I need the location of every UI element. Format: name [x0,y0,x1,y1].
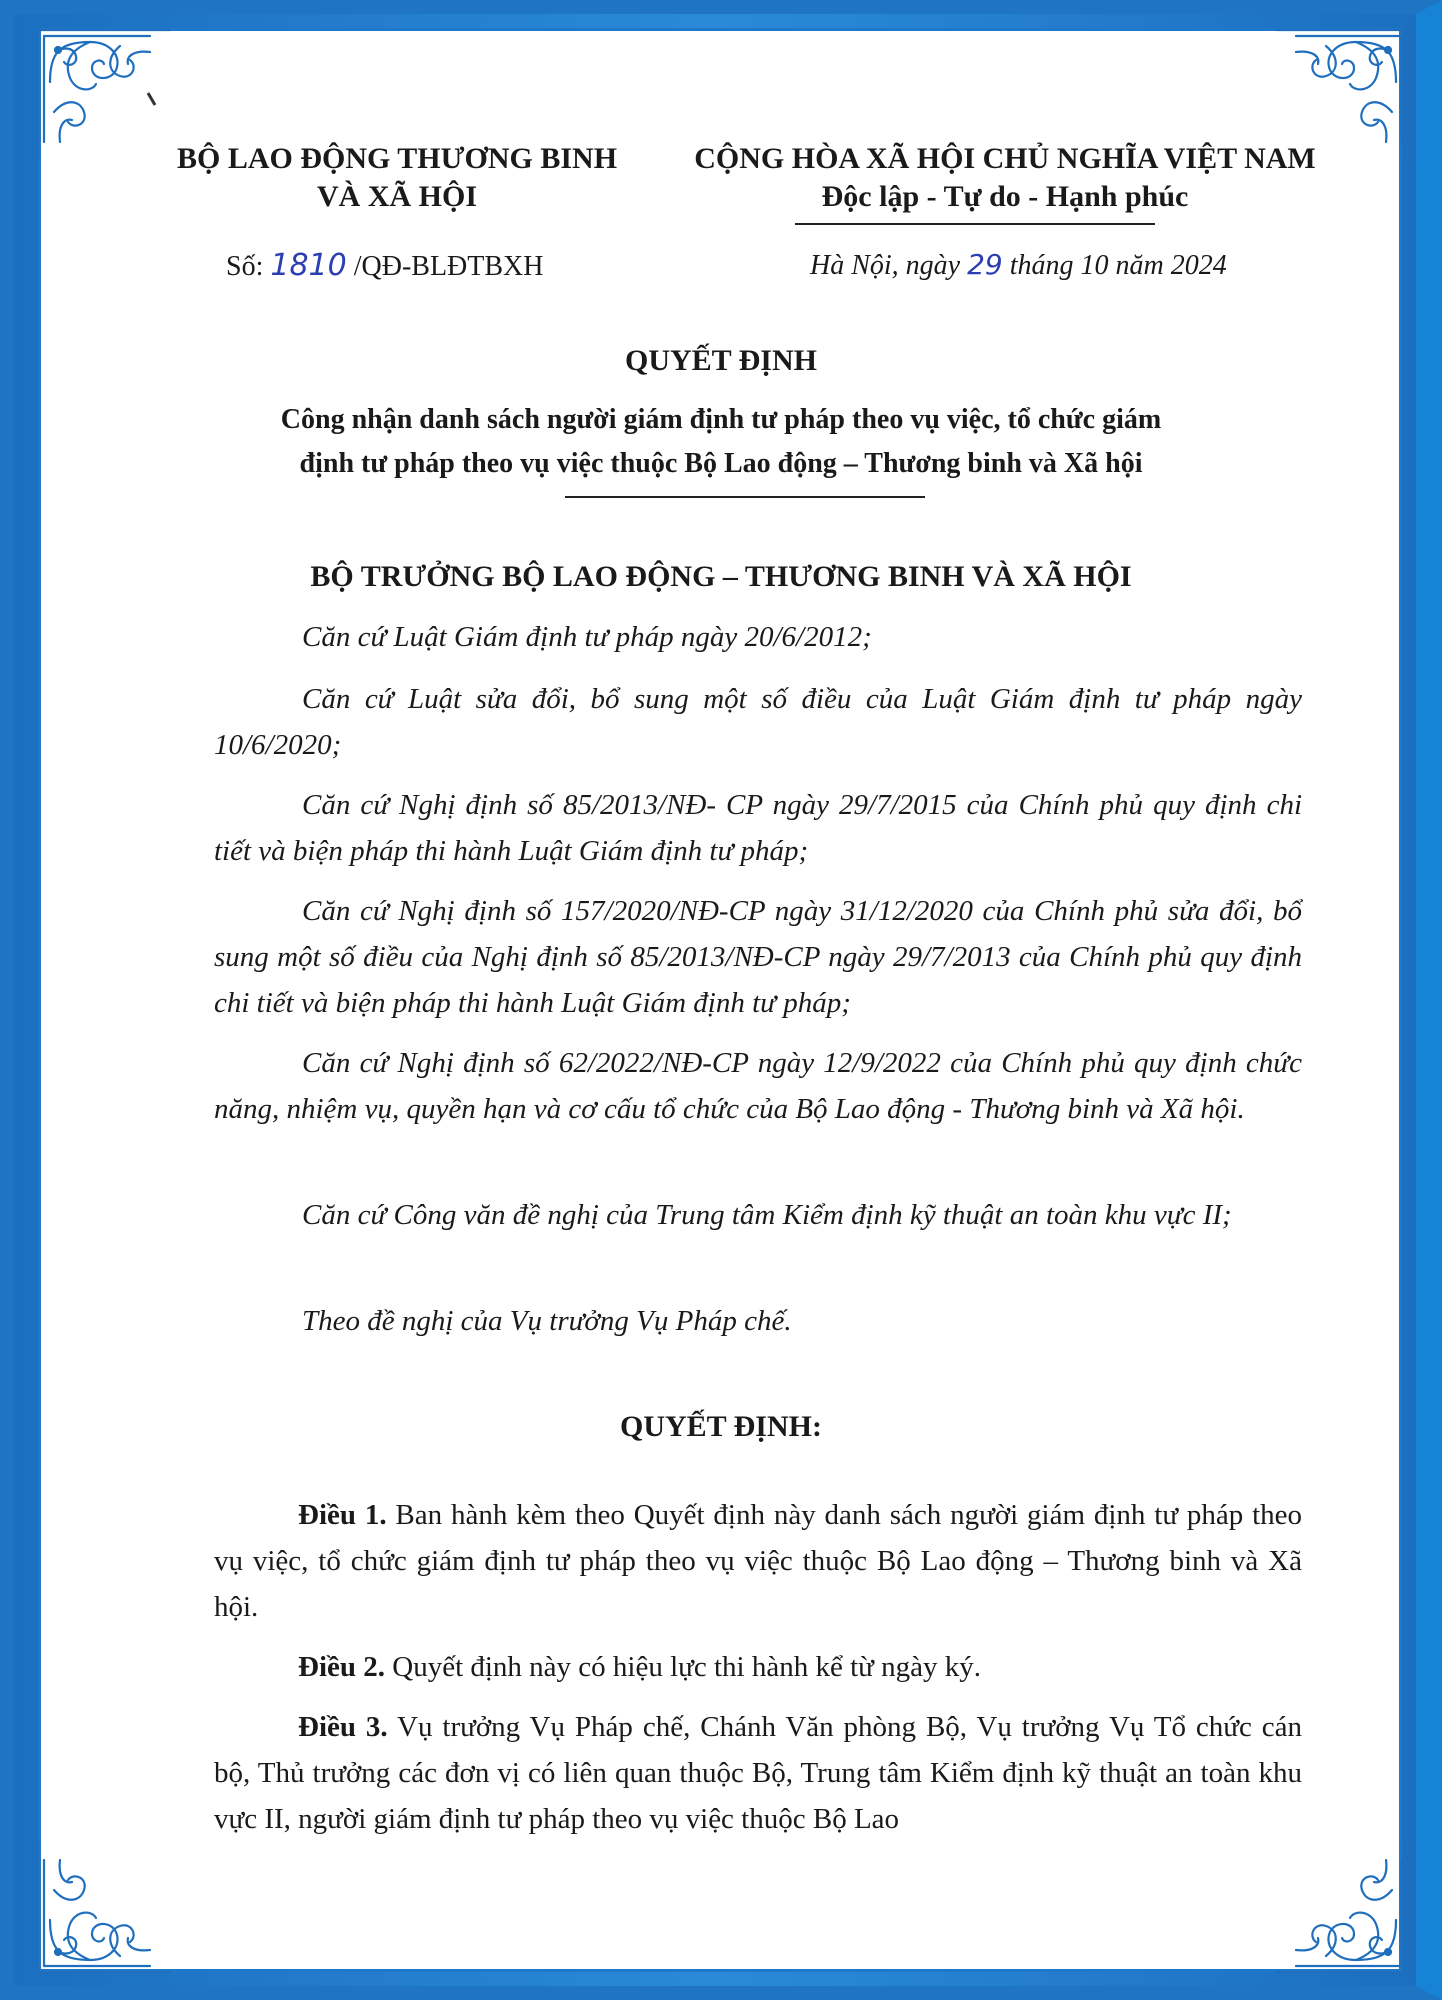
article-label: Điều 2. [298,1651,385,1683]
legal-basis-item: Theo đề nghị của Vụ trưởng Vụ Pháp chế. [302,1305,792,1337]
handwritten-number: 1810 [270,248,347,283]
legal-basis-item: Căn cứ Luật Giám định tư pháp ngày 20/6/2012; [302,621,872,653]
national-title [655,140,1355,216]
subtitle-line-2: định tư pháp theo vụ việc thuộc Bộ Lao động – Thương binh và Xã hội [299,448,1143,479]
agency-line-2: VÀ XÃ HỘI [316,180,477,213]
legal-basis-item: Căn cứ Luật sửa đổi, bổ sung một số điều của Luật Giám định tư pháp ngày 10/6/2020; [214,683,1302,761]
article-text: Ban hành kèm theo Quyết định này danh sách người giám định tư pháp theo vụ việc, tổ chức giám định tư pháp theo vụ việc thuộc Bộ Lao động – Thương binh và Xã hội. [214,1499,1303,1623]
document-date [810,248,1227,282]
article-label: Điều 3. [298,1711,388,1743]
document-number [226,248,543,283]
national-motto: Độc lập - Tự do - Hạnh phúc [821,180,1189,213]
document-subtitle [0,398,1442,486]
document-title: QUYẾT ĐỊNH [625,344,817,377]
article-1 [214,1492,1302,1630]
number-prefix: Số: [226,251,271,282]
article-text: Vụ trưởng Vụ Pháp chế, Chánh Văn phòng Bộ, Vụ trưởng Vụ Tổ chức cán bộ, Thủ trưởng các đơn vị có liên quan thuộc Bộ, Trung tâm Kiểm định kỹ thuật an toàn khu vực II, người giám định tư pháp theo vụ việc thuộc Bộ Lao [214,1711,1303,1835]
handwritten-day: 29 [967,248,1003,281]
legal-basis-item: Căn cứ Công văn đề nghị của Trung tâm Kiểm định kỹ thuật an toàn khu vực II; [302,1199,1232,1231]
motto-underline [795,223,1155,225]
article-3 [214,1704,1302,1842]
legal-basis-item: Căn cứ Nghị định số 157/2020/NĐ-CP ngày 31/12/2020 của Chính phủ sửa đổi, bổ sung một số điều của Nghị định số 85/2013/NĐ-CP ngày 29/7/2013 của Chính phủ quy định chi tiết và biện pháp thi hành Luật Giám định tư pháp; [214,895,1302,1019]
date-prefix: Hà Nội, ngày [810,250,968,281]
date-suffix: tháng 10 năm 2024 [1002,250,1227,281]
decision-heading: QUYẾT ĐỊNH: [620,1410,822,1443]
subtitle-underline [565,496,925,498]
agency-line-1: BỘ LAO ĐỘNG THƯƠNG BINH [176,142,618,175]
subtitle-line-1: Công nhận danh sách người giám định tư pháp theo vụ việc, tổ chức giám [280,404,1162,435]
article-text: Quyết định này có hiệu lực thi hành kể từ ngày ký. [385,1651,982,1683]
legal-basis-item: Căn cứ Nghị định số 62/2022/NĐ-CP ngày 12/9/2022 của Chính phủ quy định chức năng, nhiệm vụ, quyền hạn và cơ cấu tổ chức của Bộ Lao động - Thương binh và Xã hội. [214,1047,1302,1125]
number-suffix: /QĐ-BLĐTBXH [346,251,544,282]
flourish-corner-icon [1266,1830,1416,1980]
legal-basis-item: Căn cứ Nghị định số 85/2013/NĐ- CP ngày 29/7/2015 của Chính phủ quy định chi tiết và biện pháp thi hành Luật Giám định tư pháp; [214,789,1302,867]
article-2 [214,1644,1302,1690]
article-label: Điều 1. [298,1499,387,1531]
authority-heading: BỘ TRƯỞNG BỘ LAO ĐỘNG – THƯƠNG BINH VÀ XÃ HỘI [310,560,1132,593]
flourish-corner-icon [30,1830,180,1980]
issuing-agency [152,140,642,216]
republic-name: CỘNG HÒA XÃ HỘI CHỦ NGHĨA VIỆT NAM [694,142,1316,175]
